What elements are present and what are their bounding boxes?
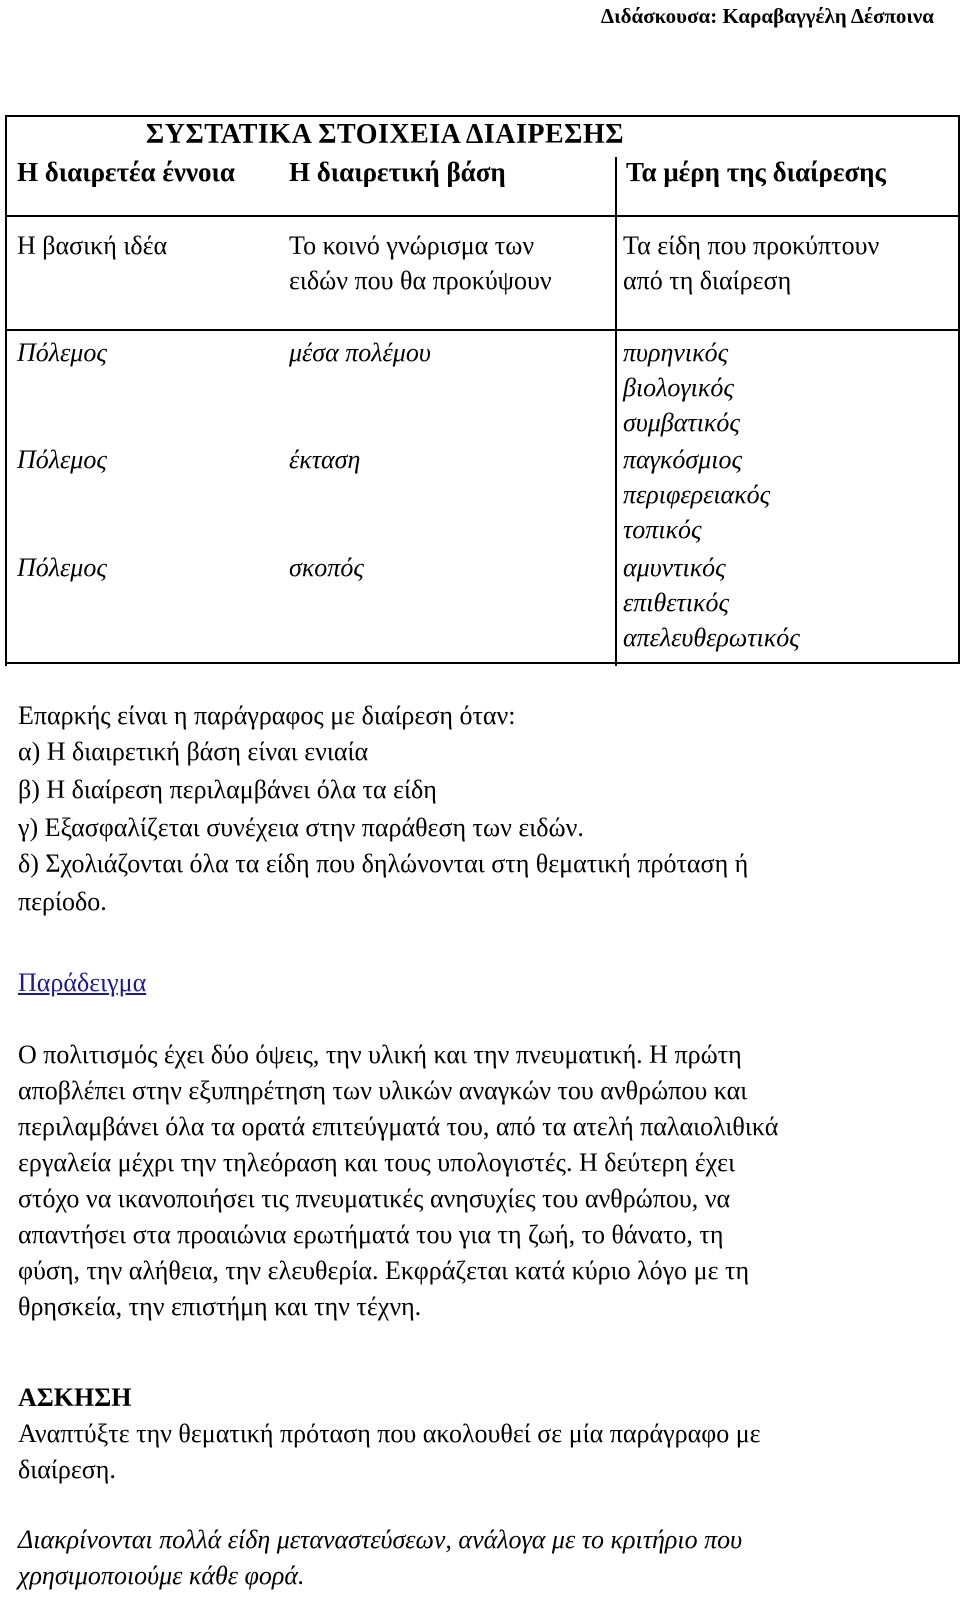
exercise-line: Αναπτύξτε την θεματική πρόταση που ακολουθεί σε μία παράγραφο με	[18, 1419, 761, 1448]
row-basis: έκταση	[289, 445, 361, 474]
table-divider-headers	[5, 215, 958, 217]
description-concept: Η βασική ιδέα	[17, 231, 168, 260]
row-part: απελευθερωτικός	[623, 623, 800, 652]
criteria-item: β) Η διαίρεση περιλαμβάνει όλα τα είδη	[18, 775, 437, 804]
description-basis-line: ειδών που θα προκύψουν	[289, 266, 552, 295]
description-parts-line: Τα είδη που προκύπτουν	[623, 231, 880, 260]
row-parts	[623, 442, 770, 547]
criteria-item: δ) Σχολιάζονται όλα τα είδη που δηλώνονται στη θεματική πρόταση ή	[18, 849, 749, 878]
table-title: ΣΥΣΤΑΤΙΚΑ ΣΤΟΙΧΕΙΑ ΔΙΑΙΡΕΣΗΣ	[145, 119, 625, 150]
example-heading-block	[18, 965, 938, 1001]
division-elements-table	[5, 115, 960, 664]
example-line: στόχο να ικανοποιήσει τις πνευματικές ανησυχίες του ανθρώπου, να	[18, 1184, 731, 1213]
criteria-item: περίοδο.	[18, 887, 107, 916]
row-part: πυρηνικός	[623, 338, 729, 367]
row-concept: Πόλεμος	[17, 445, 107, 474]
row-concept: Πόλεμος	[17, 338, 107, 367]
criteria-section	[18, 698, 938, 920]
example-line: αποβλέπει στην εξυπηρέτηση των υλικών αναγκών του ανθρώπου και	[18, 1076, 748, 1105]
description-parts-line: από τη διαίρεση	[623, 266, 792, 295]
description-basis	[289, 228, 552, 298]
row-part: αμυντικός	[623, 553, 726, 582]
row-part: επιθετικός	[623, 588, 730, 617]
row-part: συμβατικός	[623, 408, 740, 437]
example-paragraph	[18, 1037, 938, 1325]
table-column-divider	[615, 157, 617, 666]
description-parts	[623, 228, 879, 298]
example-heading[interactable]: Παράδειγμα	[18, 968, 147, 997]
exercise-heading: ΑΣΚΗΣΗ	[18, 1383, 132, 1412]
example-line: περιλαμβάνει όλα τα ορατά επιτεύγματά του, από τα ατελή παλαιολιθικά	[18, 1112, 779, 1141]
example-line: φύση, την αλήθεια, την ελευθερία. Εκφράζεται κατά κύριο λόγο με τη	[18, 1256, 750, 1285]
row-basis: σκοπός	[289, 553, 364, 582]
header-parts: Τα μέρη της διαίρεσης	[626, 157, 886, 187]
row-concept: Πόλεμος	[17, 553, 107, 582]
row-part: παγκόσμιος	[623, 445, 743, 474]
description-basis-line: Το κοινό γνώρισμα των	[289, 231, 535, 260]
exercise-prompt-line: Διακρίνονται πολλά είδη μεταναστεύσεων, ανάλογα με το κριτήριο που	[18, 1525, 743, 1554]
exercise-prompt-line: χρησιμοποιούμε κάθε φορά.	[18, 1561, 305, 1590]
example-line: Ο πολιτισμός έχει δύο όψεις, την υλική και την πνευματική. Η πρώτη	[18, 1040, 742, 1069]
header-basis: Η διαιρετική βάση	[289, 157, 506, 187]
exercise-prompt	[18, 1522, 938, 1594]
example-line: απαντήσει στα προαιώνια ερωτήματά του για τη ζωή, το θάνατο, τη	[18, 1220, 724, 1249]
criteria-item: γ) Εξασφαλίζεται συνέχεια στην παράθεση των ειδών.	[18, 813, 584, 842]
table-left-border	[5, 117, 7, 666]
example-line: εργαλεία μέχρι την τηλεόραση και τους υπολογιστές. Η δεύτερη έχει	[18, 1148, 736, 1177]
row-part: τοπικός	[623, 515, 702, 544]
row-parts	[623, 550, 800, 655]
example-line: θρησκεία, την επιστήμη και την τέχνη.	[18, 1292, 422, 1321]
header-concept: Η διαιρετέα έννοια	[17, 157, 235, 187]
row-basis: μέσα πολέμου	[289, 338, 431, 367]
row-part: περιφερειακός	[623, 480, 771, 509]
exercise-line: διαίρεση.	[18, 1455, 116, 1484]
criteria-item: α) Η διαιρετική βάση είναι ενιαία	[18, 737, 369, 766]
exercise-section	[18, 1380, 938, 1488]
criteria-intro: Επαρκής είναι η παράγραφος με διαίρεση όταν:	[18, 701, 516, 730]
table-divider-descriptions	[5, 329, 958, 331]
row-parts	[623, 335, 740, 440]
row-part: βιολογικός	[623, 373, 734, 402]
author-header: Διδάσκουσα: Καραβαγγέλη Δέσποινα	[600, 4, 934, 28]
